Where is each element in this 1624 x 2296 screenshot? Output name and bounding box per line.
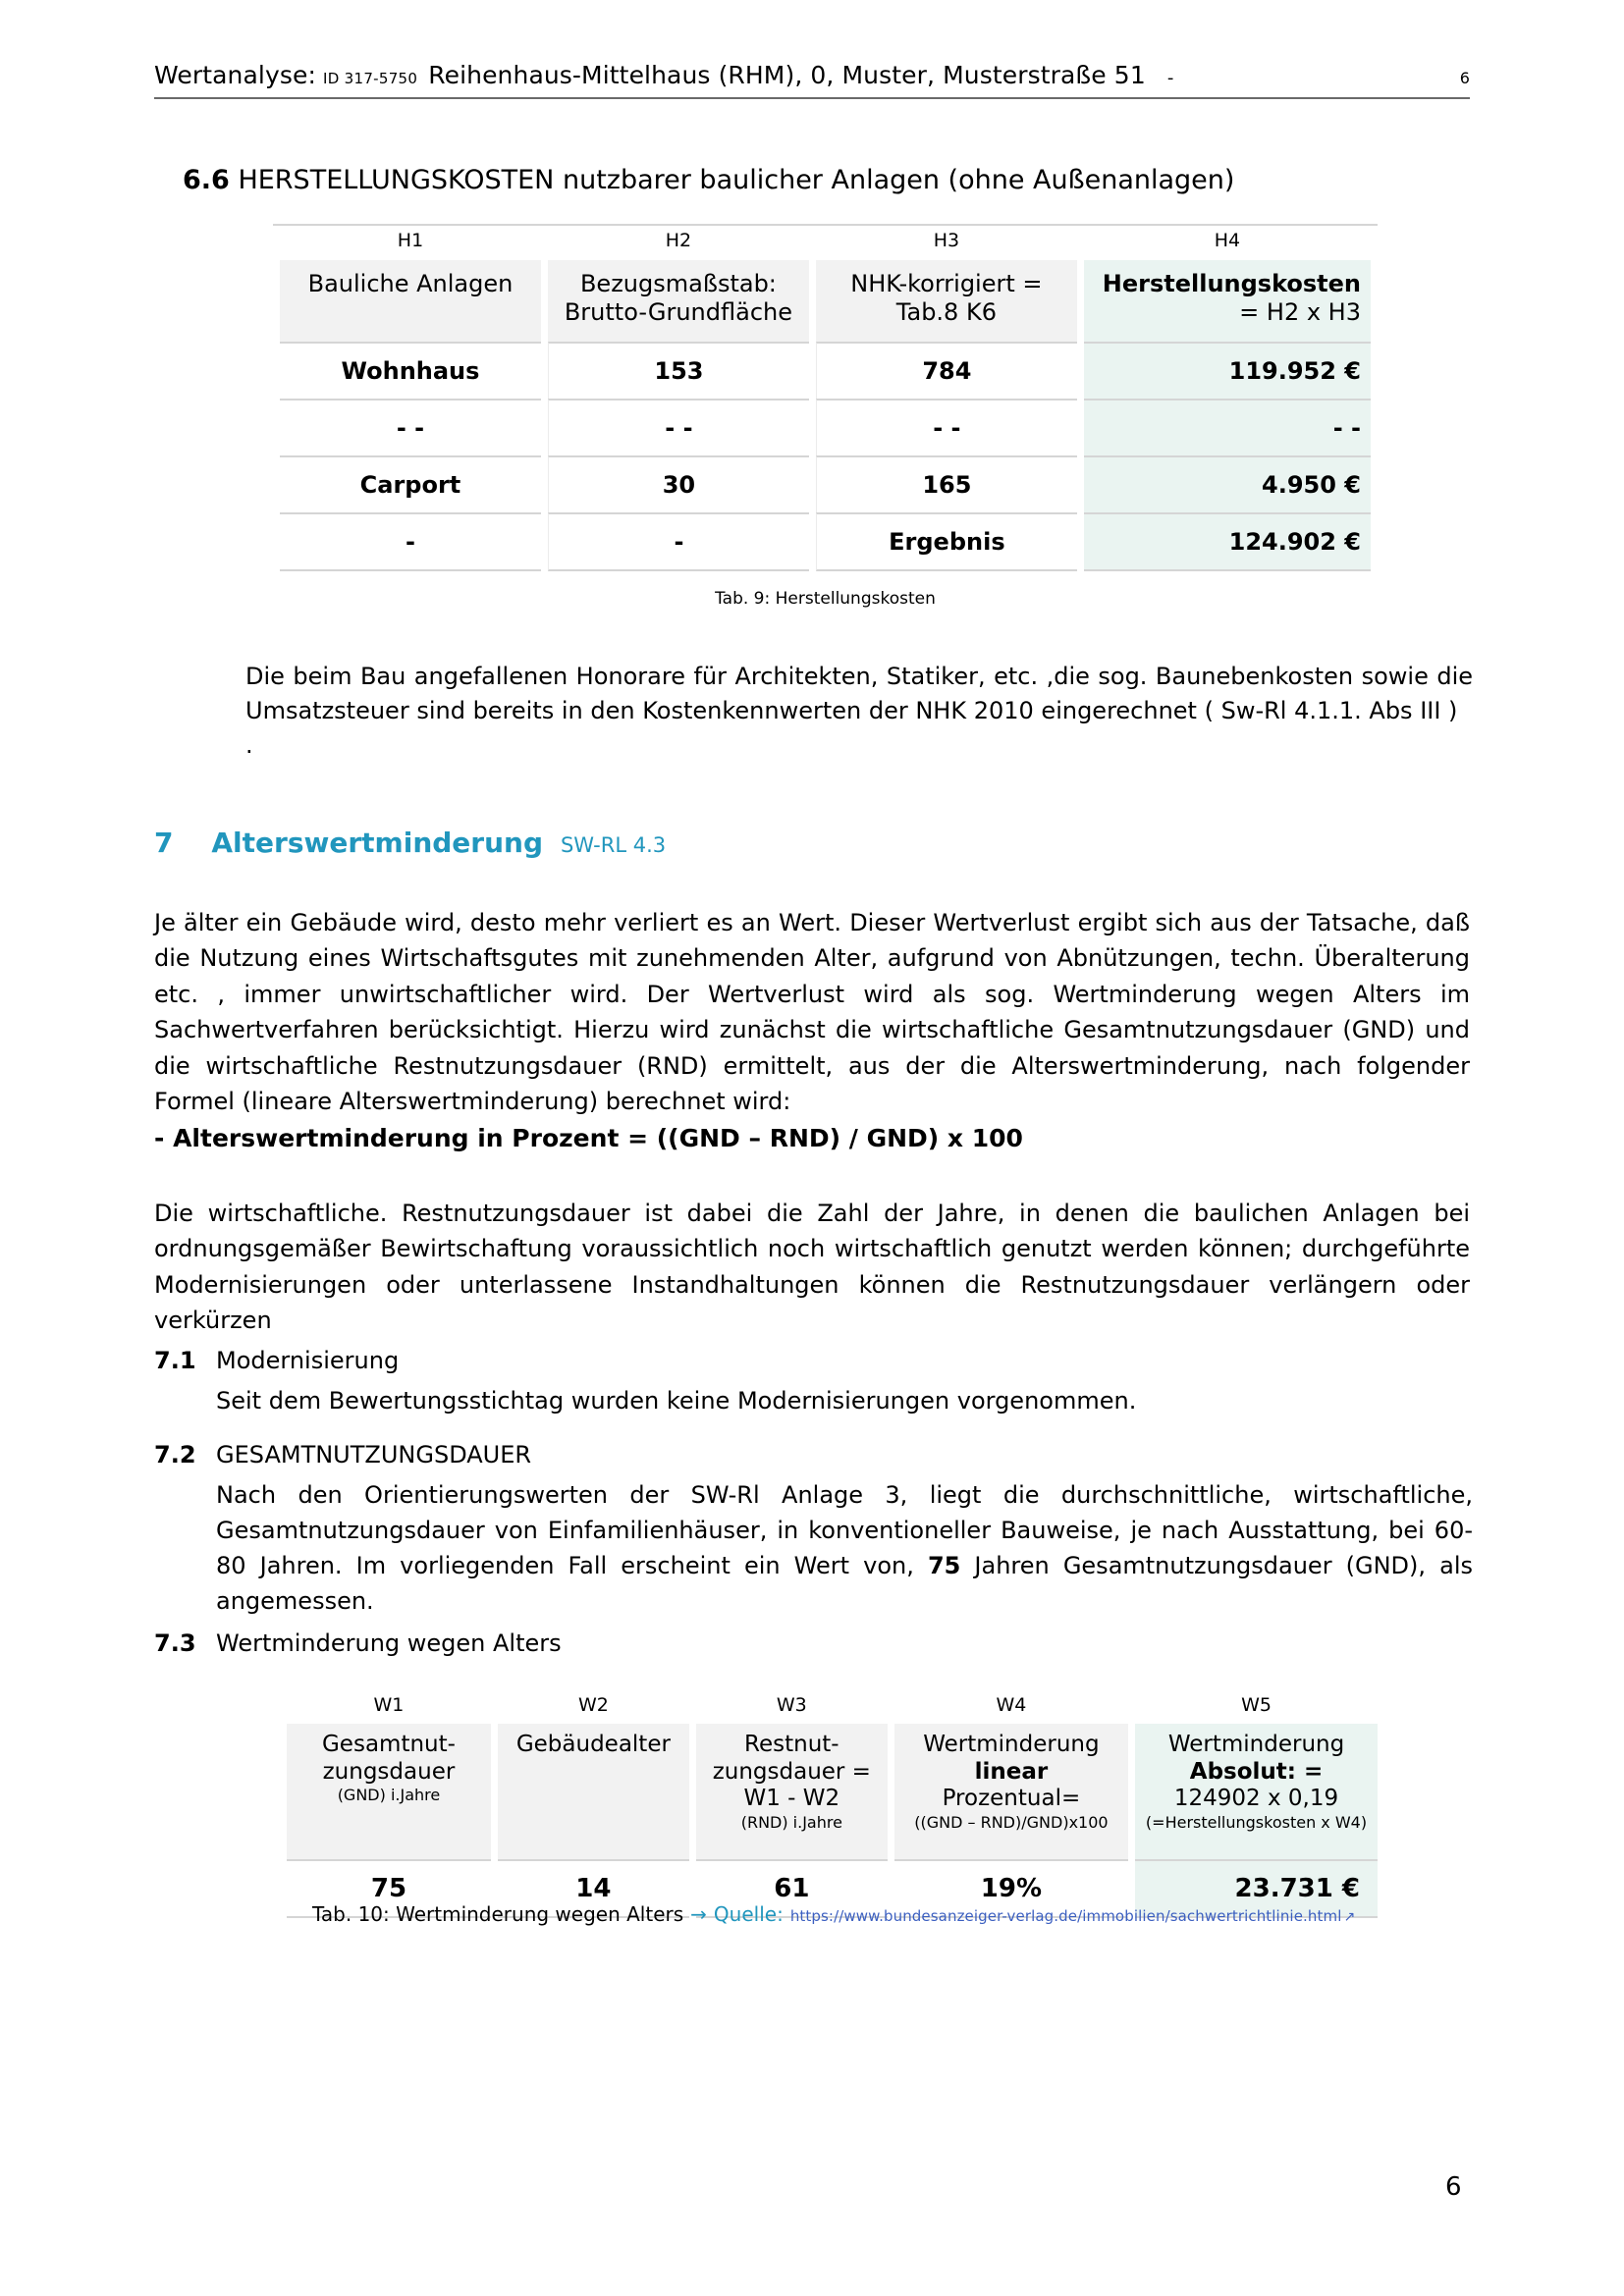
section-7-3 (154, 1629, 1475, 1657)
table9-header-cell-3 (816, 260, 1077, 342)
section-title-7: Alterswertminderung (211, 827, 544, 859)
body-paragraph-2: Die wirtschaftliche. Restnutzungsdauer ist dabei die Zahl der Jahre, in denen die baulichen Anlagen bei ordnungsgemäßer Bewirtschaftung voraussichtlich noch wirtschaftlich genutzt werden können; durchgeführte Modernisierungen oder unterlassene Instandhaltungen können die Restnutzungsdauer verlängern oder verkürzen (154, 1200, 1470, 1335)
table10-h1-sub: (GND) i.Jahre (337, 1786, 441, 1805)
table10-h4-sub: ((GND – RND)/GND)x100 (914, 1812, 1109, 1832)
section-7-subtitle: SW-RL 4.3 (560, 833, 667, 857)
table9-header-4-line2: = H2 x H3 (1239, 298, 1361, 327)
table9-r0-c2: 784 (816, 342, 1077, 399)
table9-r3-c3: 124.902 € (1084, 512, 1371, 571)
table10-source-link[interactable]: https://www.bundesanzeiger-verlag.de/immobilien/sachwertrichtlinie.html (789, 1907, 1342, 1925)
table10-h1-l1: Gesamtnut- (321, 1732, 456, 1757)
table9-header-cell-1 (280, 260, 541, 342)
table10-h3-sub: (RND) i.Jahre (740, 1812, 842, 1832)
table9-r1-c3: - - (1084, 399, 1371, 455)
header-page-number: 6 (1459, 69, 1470, 87)
section-7-1-heading (154, 1347, 1475, 1374)
page-header (154, 61, 1470, 89)
section-7-2-body-a: Nach den Orientierungswerten der SW-Rl Anlage 3, liegt die durchschnittliche, wirtschaftliche, Gesamtnutzungsdauer von Einfamilienhäuser, in konventioneller Bauweise, je nach Ausstattung, bei 60-80 Jahren. Im vorliegenden Fall erscheint ein Wert von, (216, 1481, 1473, 1579)
section-title-7-1: Modernisierung (216, 1347, 400, 1374)
table9-r0-c3: 119.952 € (1084, 342, 1371, 399)
table9-caption: Tab. 9: Herstellungskosten (715, 589, 936, 609)
table10-caption (312, 1902, 1355, 1926)
section-number-7-2: 7.2 (154, 1441, 196, 1468)
table10-value-w4: 19% (894, 1859, 1128, 1918)
arrow-right-icon: → (690, 1902, 707, 1926)
table9-r1-c1: - - (548, 399, 809, 455)
table9-r1-c0: - - (280, 399, 541, 455)
table10-h5-l1: Wertminderung (1167, 1732, 1345, 1757)
table-row (280, 455, 1371, 512)
section-heading-7 (154, 827, 666, 859)
section-7-3-heading (154, 1629, 1475, 1657)
body-paragraph-1: Je älter ein Gebäude wird, desto mehr verliert es an Wert. Dieser Wertverlust ergibt sich aus der Tatsache, daß die Nutzung eines Wirtschaftsgutes mit zunehmenden Alter, aufgrund von Abnützungen, techn. Überalterung etc. , immer unwirtschaftlicher wird. Der Wertverlust wird als sog. Wertminderung wegen Alters im Sachwertverfahren berücksichtigt. Hierzu wird zunächst die wirtschaftliche Gesamtnutzungsdauer (GND) und die wirtschaftliche Restnutzungsdauer (RND) ermittelt, aus der die Alterswertminderung, nach folgender Formel (lineare Alterswertminderung) berechnet wird: (154, 909, 1470, 1116)
external-link-icon[interactable]: ↗ (1343, 1909, 1356, 1925)
section-7-2-heading (154, 1441, 1475, 1468)
header-label: Wertanalyse: (154, 61, 316, 89)
table9-code-h3: H3 (933, 230, 960, 251)
table9-top-rule (273, 224, 1378, 226)
table-row (280, 342, 1371, 399)
section-title-6-6: HERSTELLUNGSKOSTEN nutzbarer baulicher Anlagen (ohne Außenanlagen) (238, 165, 1235, 195)
table9-r2-c0: Carport (280, 455, 541, 512)
table9-r2-c3: 4.950 € (1084, 455, 1371, 512)
paragraph-nhk-line1: Die beim Bau angefallenen Honorare für Architekten, Statiker, etc. ,die sog. Baunebenkosten sowie die (245, 663, 1473, 690)
table9-header-3-line1: NHK-korrigiert = (850, 270, 1043, 297)
table9-header-row (280, 260, 1371, 342)
table-wertminderung (280, 1692, 1384, 1918)
section-title-7-3: Wertminderung wegen Alters (216, 1629, 562, 1657)
table10-column-codes (287, 1692, 1378, 1724)
table9-r3-c0: - (280, 512, 541, 571)
table9-r2-c2: 165 (816, 455, 1077, 512)
table9-header-3-line2: Tab.8 K6 (895, 298, 997, 327)
table10-h3-l3: W1 - W2 (743, 1786, 840, 1812)
header-divider (154, 97, 1470, 99)
table10-code-w4: W4 (996, 1694, 1027, 1716)
table10-h5-l3: 124902 x 0,19 (1173, 1786, 1339, 1812)
table10-h4-l1: Wertminderung (923, 1732, 1100, 1757)
table10-value-w3: 61 (696, 1859, 888, 1918)
table9 (273, 224, 1378, 571)
table10-code-w3: W3 (776, 1694, 807, 1716)
paragraph-nhk (245, 660, 1473, 762)
table10-code-w2: W2 (577, 1694, 609, 1716)
table10-h4-l3: Prozentual= (942, 1786, 1081, 1812)
formula-alterswertminderung: - Alterswertminderung in Prozent = ((GND – RND) / GND) x 100 (154, 1123, 1023, 1152)
section-7-1 (154, 1347, 1475, 1418)
body-text-block-2 (154, 1172, 1470, 1362)
table10-code-w1: W1 (373, 1694, 405, 1716)
table10-h3-l1: Restnut- (744, 1732, 839, 1757)
table10 (280, 1692, 1384, 1918)
table9-r1-c2: - - (816, 399, 1077, 455)
table10-header-cell-2 (498, 1724, 689, 1859)
section-heading-6-6 (183, 165, 1234, 195)
footer-page-number: 6 (1445, 2172, 1462, 2202)
table9-r0-c0: Wohnhaus (280, 342, 541, 399)
table10-source-label: Quelle: (713, 1902, 784, 1926)
table-row (280, 399, 1371, 455)
table9-r2-c1: 30 (548, 455, 809, 512)
section-number-6-6: 6.6 (183, 165, 230, 195)
table10-code-w5: W5 (1241, 1694, 1272, 1716)
section-number-7-1: 7.1 (154, 1347, 196, 1374)
table10-h3-l2: zungsdauer = (712, 1758, 871, 1785)
table9-r0-c1: 153 (548, 342, 809, 399)
section-7-2-body-b: Jahren Gesamtnutzungsdauer (GND), als angemessen. (216, 1552, 1473, 1615)
table10-h4-l2: linear (974, 1758, 1049, 1785)
header-id: ID 317-5750 (322, 70, 418, 87)
table9-code-h4: H4 (1214, 230, 1241, 251)
table10-h2-l1: Gebäudealter (515, 1732, 671, 1757)
table9-r3-c1: - (548, 512, 809, 571)
paragraph-nhk-line2: Umsatzsteuer sind bereits in den Kostenkennwerten der NHK 2010 eingerechnet ( Sw-Rl 4.1.1. Abs III ) (245, 696, 1458, 724)
section-title-7-2: GESAMTNUTZUNGSDAUER (216, 1441, 532, 1468)
paragraph-nhk-line3: . (245, 730, 253, 759)
table10-h5-sub: (=Herstellungskosten x W4) (1145, 1812, 1368, 1832)
section-7-2-gnd-value: 75 (927, 1552, 961, 1579)
table10-header-cell-3 (696, 1724, 888, 1859)
section-7-2-body (216, 1477, 1473, 1619)
table10-header-row (287, 1724, 1378, 1859)
table9-header-cell-2 (548, 260, 809, 342)
table-row (280, 512, 1371, 571)
body-text-block-1 (154, 905, 1470, 1157)
table9-header-2-line1: Bezugsmaßstab: (579, 270, 777, 297)
table10-header-cell-5 (1135, 1724, 1378, 1859)
header-title: Reihenhaus-Mittelhaus (RHM), 0, Muster, Musterstraße 51 (428, 61, 1146, 89)
table10-caption-text: Tab. 10: Wertminderung wegen Alters (312, 1902, 684, 1926)
table10-value-w1: 75 (287, 1859, 491, 1918)
table9-header-cell-4 (1084, 260, 1371, 342)
table-herstellungskosten (273, 224, 1378, 571)
section-number-7: 7 (154, 827, 174, 859)
table10-h1-l2: zungsdauer (322, 1758, 456, 1785)
section-number-7-3: 7.3 (154, 1629, 196, 1657)
table9-code-h1: H1 (397, 230, 424, 251)
table9-header-1-line1: Bauliche Anlagen (307, 270, 514, 297)
table10-value-w2: 14 (498, 1859, 689, 1918)
table9-code-h2: H2 (665, 230, 692, 251)
table9-r3-c2: Ergebnis (816, 512, 1077, 571)
table9-header-4-line1: Herstellungskosten (1102, 270, 1361, 297)
table9-header-2-line2: Brutto-Grundfläche (564, 298, 792, 327)
section-7-2 (154, 1441, 1475, 1619)
table10-value-w5: 23.731 € (1135, 1859, 1378, 1918)
table10-header-cell-1 (287, 1724, 491, 1859)
table10-h5-l2: Absolut: = (1189, 1758, 1324, 1785)
table9-column-codes (280, 224, 1371, 260)
table9-body (280, 342, 1371, 571)
header-dash: - (1166, 68, 1174, 88)
table10-header-cell-4 (894, 1724, 1128, 1859)
section-7-1-body: Seit dem Bewertungsstichtag wurden keine Modernisierungen vorgenommen. (216, 1387, 1137, 1415)
